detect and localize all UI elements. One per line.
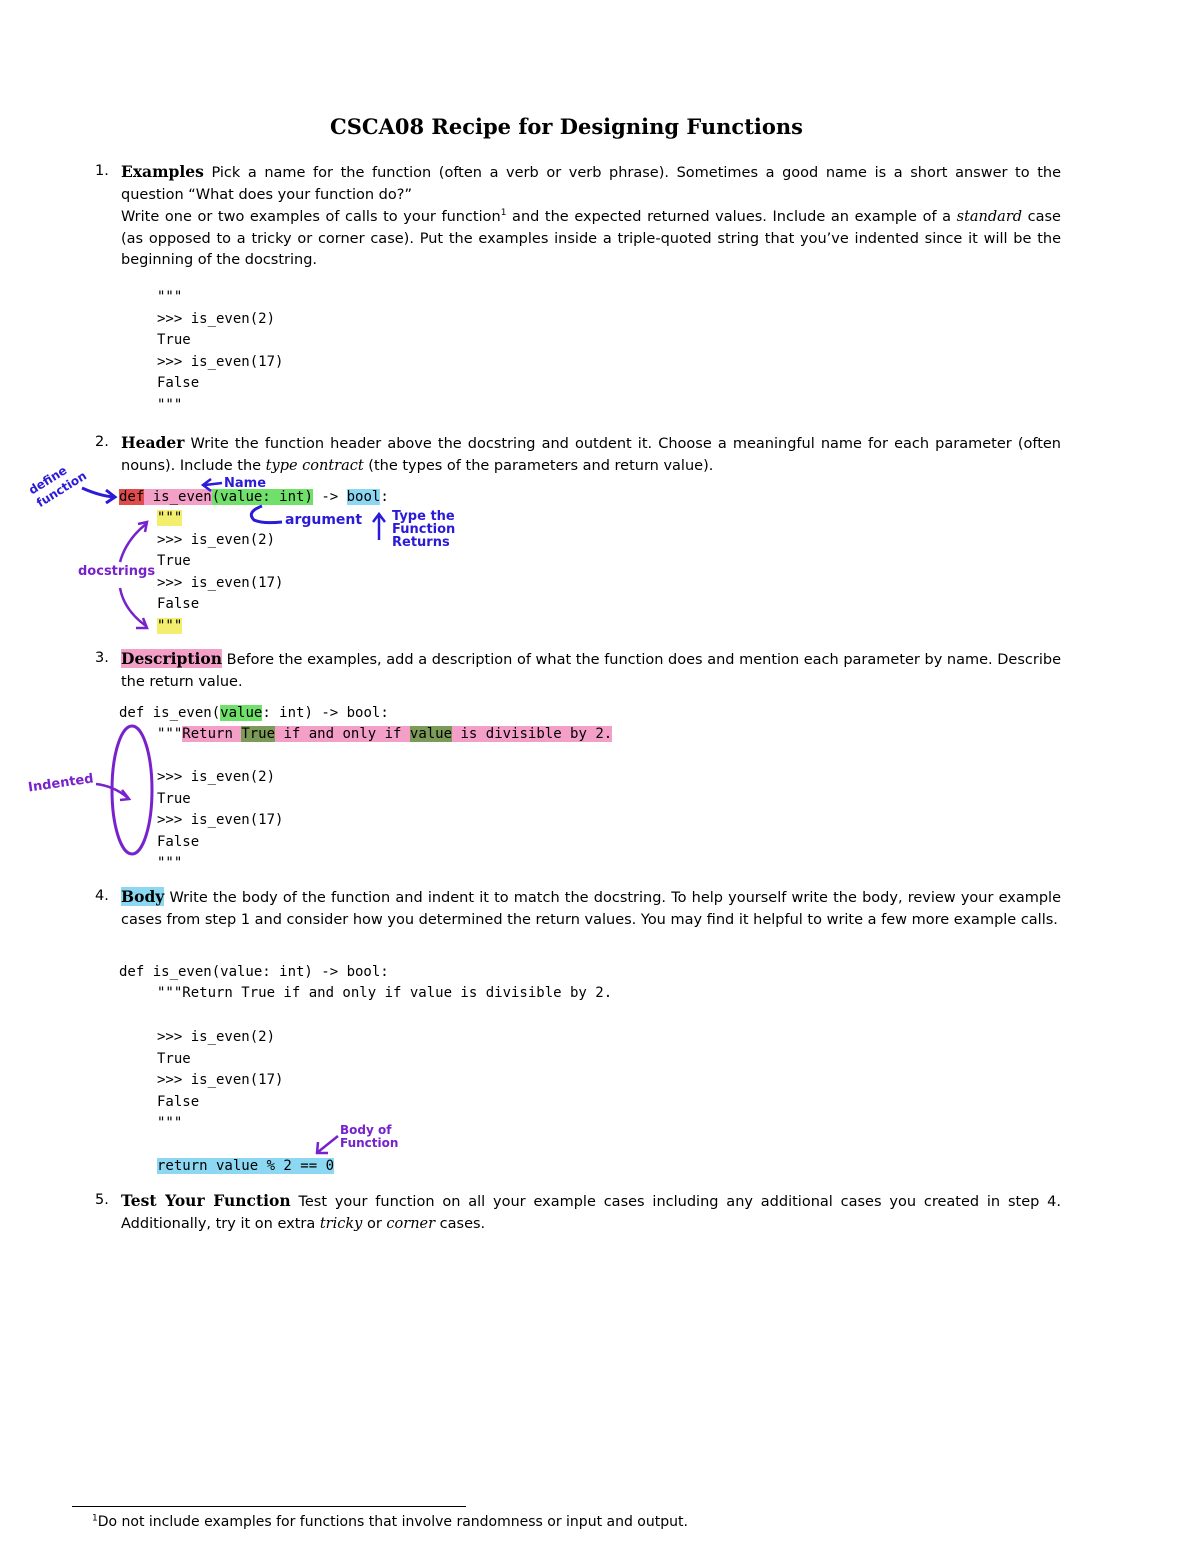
annotation-type-returns: Type the Function Returns: [392, 509, 456, 550]
step-4-number: 4.: [95, 888, 109, 904]
step-1-text-b3: case (as opposed to a tricky or corner case). Put the examples inside a triple-quoted string that you’ve indented since it will be the beginning of the docstring.: [121, 209, 1061, 268]
annotation-define-function: define function: [26, 463, 90, 511]
arrow-body-of-function: [317, 1136, 338, 1153]
code-line: >>> is_even(17): [157, 1072, 284, 1088]
step-5-text-2: or: [362, 1215, 387, 1232]
step-4-heading: Body: [121, 887, 165, 906]
code-line: False: [157, 375, 200, 391]
step-3-header-code: [119, 703, 389, 725]
annotation-name: Name: [224, 476, 267, 491]
arrow-define-function: [82, 488, 114, 497]
highlight-description: Return: [182, 726, 242, 742]
code-line: """: [157, 855, 183, 871]
step-2-text-1: Write the function header above the docstring and outdent it. Choose a meaningful name for each parameter (often nouns). Include the: [121, 436, 1061, 474]
code-line: True: [157, 332, 191, 348]
code-text: : int) -> bool:: [262, 705, 389, 721]
highlight-body: return value % 2 == 0: [157, 1158, 335, 1174]
footnote-rule: [72, 1506, 466, 1507]
step-5-text-3: cases.: [435, 1215, 486, 1232]
annotation-argument: argument: [285, 512, 363, 528]
step-1-text-b1: Write one or two examples of calls to your function: [121, 209, 501, 225]
footnote-text: Do not include examples for functions that involve randomness or input and output.: [97, 1514, 688, 1530]
step-3-heading: Description: [121, 649, 223, 668]
code-arrow: ->: [312, 489, 347, 505]
page-title: CSCA08 Recipe for Designing Functions: [330, 114, 803, 139]
code-line: >>> is_even(2): [157, 1029, 276, 1045]
arrow-type-returns: [373, 514, 385, 540]
step-2-text-2: (the types of the parameters and return value).: [363, 457, 714, 474]
footnote: [92, 1512, 688, 1532]
step-4-code: [157, 1027, 283, 1135]
annotation-indented: Indented: [27, 771, 95, 796]
step-4-return-code: [157, 1156, 334, 1178]
footnote-mark: 1: [92, 1513, 98, 1524]
step-1-heading: Examples: [121, 162, 204, 181]
step-3-paragraph: [121, 648, 1061, 693]
highlight-docstring-open: """: [157, 510, 183, 526]
step-1-text-b2: and the expected returned values. Include an example of a: [506, 209, 957, 225]
highlight-return-type: bool: [346, 489, 381, 505]
code-line: """: [157, 396, 183, 413]
step-3-text: Before the examples, add a description of what the function does and mention each parameter by name. Describe the return value.: [121, 652, 1061, 690]
code-line: True: [157, 553, 191, 569]
highlight-function-name: is_even: [144, 489, 212, 505]
step-4-text: Write the body of the function and indent it to match the docstring. To help yourself write the body, review your example cases from step 1 and consider how you determined the return values. You may find it helpful to write a few more example calls.: [121, 890, 1062, 928]
code-line: False: [157, 1093, 200, 1110]
step-1-code: [157, 287, 283, 416]
step-5-heading: Test Your Function: [121, 1191, 291, 1210]
step-2-code: [157, 508, 283, 637]
step-5-paragraph: [121, 1190, 1061, 1235]
footnote-ref: 1: [500, 208, 507, 219]
step-5-number: 5.: [95, 1192, 109, 1208]
highlight-description: is divisible by 2.: [452, 726, 613, 742]
code-line: """: [157, 1115, 183, 1131]
step-4-docline: """Return True if and only if value is divisible by 2.: [157, 985, 613, 1001]
step-2-paragraph: [121, 432, 1061, 477]
step-1-paragraph-b: [121, 207, 1061, 272]
highlight-description: if and only if: [275, 726, 410, 742]
step-5-text-1: Test your function on all your example cases including any additional cases you created in step 4. Additionally, try it on extra: [121, 1194, 1061, 1232]
code-line: >>> is_even(2): [157, 310, 276, 327]
code-line: >>> is_even(17): [157, 353, 284, 370]
oval-indented: [112, 726, 152, 854]
code-line: >>> is_even(17): [157, 574, 284, 591]
step-3-number: 3.: [95, 650, 109, 666]
step-2-heading: Header: [121, 433, 185, 452]
code-line: >>> is_even(2): [157, 769, 276, 785]
code-text: def is_even(: [119, 705, 221, 721]
highlight-param: value: [220, 705, 263, 721]
code-line: True: [157, 1050, 191, 1067]
step-4-header-code: def is_even(value: int) -> bool:: [119, 964, 389, 980]
highlight-arguments: (value: int): [211, 489, 313, 505]
highlight-def: def: [119, 489, 145, 505]
arrow-docstrings-down: [120, 588, 146, 626]
code-line: True: [157, 790, 191, 807]
code-colon: :: [380, 489, 389, 505]
code-line: """: [157, 289, 183, 305]
code-line: >>> is_even(2): [157, 531, 276, 548]
highlight-true: True: [241, 726, 276, 742]
highlight-docstring-close: """: [157, 617, 183, 634]
step-4-paragraph: [121, 886, 1061, 931]
arrow-docstrings-up: [120, 524, 146, 562]
step-1-emphasis: standard: [956, 209, 1023, 225]
arrow-indented: [96, 784, 128, 798]
code-line: >>> is_even(17): [157, 812, 284, 828]
step-3-code: [157, 767, 283, 875]
step-3-docline: [157, 724, 612, 746]
annotation-docstrings: docstrings: [78, 564, 156, 579]
step-1-text-a: Pick a name for the function (often a verb or verb phrase). Sometimes a good name is a short answer to the question “What does your function do?”: [121, 165, 1061, 203]
code-line: False: [157, 833, 200, 850]
step-1-paragraph-a: [121, 161, 1061, 206]
code-line: False: [157, 596, 200, 612]
step-5-emphasis: corner: [386, 1215, 436, 1232]
highlight-value: value: [409, 726, 453, 742]
annotation-body-of-function: Body of Function: [340, 1123, 399, 1150]
code-text: """: [157, 726, 183, 742]
step-1-number: 1.: [95, 163, 109, 179]
step-2-number: 2.: [95, 434, 109, 450]
step-5-emphasis: tricky: [319, 1215, 363, 1232]
step-2-emphasis: type contract: [265, 457, 364, 474]
